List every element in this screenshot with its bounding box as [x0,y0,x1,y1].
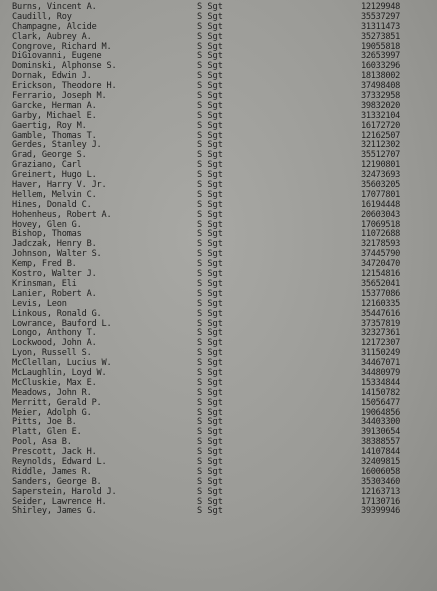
roster-grade: S Sgt [197,71,223,82]
roster-row [0,507,437,517]
roster-grade: S Sgt [197,496,223,507]
roster-serial: 17130716 [361,496,400,507]
roster-serial: 34467071 [361,358,400,369]
roster-grade: S Sgt [197,51,223,62]
roster-name: Pool, Asa B. [12,437,72,448]
roster-serial: 32327361 [361,328,400,339]
roster-serial: 34403300 [361,417,400,428]
roster-name: Dominski, Alphonse S. [12,61,117,72]
roster-grade: S Sgt [197,387,223,398]
roster-name: Kostro, Walter J. [12,269,97,280]
roster-serial: 12162507 [361,130,400,141]
roster-name: Erickson, Theodore H. [12,81,117,92]
roster-grade: S Sgt [197,318,223,329]
roster-name: Garcke, Herman A. [12,100,97,111]
roster-grade: S Sgt [197,338,223,349]
roster-name: Jadczak, Henry B. [12,239,97,250]
roster-grade: S Sgt [197,21,223,32]
roster-serial: 37332958 [361,91,400,102]
roster-name: Burns, Vincent A. [12,2,97,12]
roster-serial: 17077801 [361,189,400,200]
roster-grade: S Sgt [197,100,223,111]
roster-list [0,3,437,517]
roster-serial: 35512707 [361,150,400,161]
roster-grade: S Sgt [197,427,223,438]
roster-serial: 16006058 [361,466,400,477]
roster-name: Reynolds, Edward L. [12,456,107,467]
roster-serial: 14107844 [361,447,400,458]
roster-name: Saperstein, Harold J. [12,486,117,497]
roster-serial: 17069518 [361,219,400,230]
roster-serial: 31311473 [361,21,400,32]
roster-name: Gamble, Thomas T. [12,130,97,141]
roster-serial: 14150782 [361,387,400,398]
roster-name: Seider, Lawrence H. [12,496,107,507]
roster-serial: 35603205 [361,180,400,191]
roster-name: Lockwood, John A. [12,338,97,349]
roster-name: Lyon, Russell S. [12,348,92,359]
roster-grade: S Sgt [197,269,223,280]
roster-grade: S Sgt [197,140,223,151]
roster-name: Hellem, Melvin C. [12,189,97,200]
roster-grade: S Sgt [197,2,223,12]
roster-serial: 31332104 [361,110,400,121]
roster-grade: S Sgt [197,41,223,52]
roster-grade: S Sgt [197,417,223,428]
roster-grade: S Sgt [197,367,223,378]
roster-serial: 32653997 [361,51,400,62]
roster-name: Platt, Glen E. [12,427,82,438]
roster-grade: S Sgt [197,506,223,517]
roster-grade: S Sgt [197,91,223,102]
roster-serial: 11072688 [361,229,400,240]
roster-grade: S Sgt [197,81,223,92]
roster-name: Hohenheus, Robert A. [12,209,112,220]
roster-grade: S Sgt [197,31,223,42]
roster-serial: 37357819 [361,318,400,329]
roster-name: McClellan, Lucius W. [12,358,112,369]
roster-name: Hovey, Glen G. [12,219,82,230]
roster-grade: S Sgt [197,328,223,339]
roster-name: Prescott, Jack H. [12,447,97,458]
roster-serial: 35652041 [361,278,400,289]
roster-serial: 39399946 [361,506,400,517]
roster-grade: S Sgt [197,308,223,319]
roster-grade: S Sgt [197,11,223,22]
roster-name: Clark, Aubrey A. [12,31,92,42]
roster-serial: 32473693 [361,170,400,181]
roster-serial: 12154816 [361,269,400,280]
roster-serial: 12190801 [361,160,400,171]
roster-name: Lanier, Robert A. [12,288,97,299]
roster-name: Dornak, Edwin J. [12,71,92,82]
roster-name: Caudill, Roy [12,11,72,22]
roster-serial: 19064856 [361,407,400,418]
roster-grade: S Sgt [197,407,223,418]
roster-grade: S Sgt [197,476,223,487]
roster-serial: 15377086 [361,288,400,299]
roster-grade: S Sgt [197,160,223,171]
roster-grade: S Sgt [197,377,223,388]
roster-name: Linkous, Ronald G. [12,308,102,319]
roster-serial: 32178593 [361,239,400,250]
roster-serial: 19055818 [361,41,400,52]
roster-grade: S Sgt [197,170,223,181]
roster-grade: S Sgt [197,486,223,497]
roster-serial: 38388557 [361,437,400,448]
roster-grade: S Sgt [197,130,223,141]
roster-name: Graziano, Carl [12,160,82,171]
roster-grade: S Sgt [197,249,223,260]
roster-serial: 20603043 [361,209,400,220]
roster-serial: 18138002 [361,71,400,82]
roster-name: Gaertig, Roy M. [12,120,87,131]
roster-grade: S Sgt [197,298,223,309]
roster-grade: S Sgt [197,259,223,270]
roster-name: Johnson, Walter S. [12,249,102,260]
roster-serial: 12129948 [361,2,400,12]
roster-grade: S Sgt [197,239,223,250]
roster-name: Hines, Donald C. [12,199,92,210]
roster-grade: S Sgt [197,278,223,289]
roster-name: DiGiovanni, Eugene [12,51,102,62]
roster-serial: 31150249 [361,348,400,359]
roster-grade: S Sgt [197,358,223,369]
roster-grade: S Sgt [197,209,223,220]
roster-serial: 39130654 [361,427,400,438]
roster-serial: 12160335 [361,298,400,309]
roster-name: Champagne, Alcide [12,21,97,32]
roster-grade: S Sgt [197,189,223,200]
roster-serial: 16194448 [361,199,400,210]
roster-grade: S Sgt [197,199,223,210]
roster-serial: 32112302 [361,140,400,151]
roster-serial: 35537297 [361,11,400,22]
roster-serial: 32409815 [361,456,400,467]
roster-name: Merritt, Gerald P. [12,397,102,408]
roster-serial: 12163713 [361,486,400,497]
roster-name: Lowrance, Bauford L. [12,318,112,329]
roster-name: Pitts, Joe B. [12,417,77,428]
roster-name: Riddle, James R. [12,466,92,477]
roster-name: Longo, Anthony T. [12,328,97,339]
roster-name: Ferrario, Joseph M. [12,91,107,102]
roster-grade: S Sgt [197,456,223,467]
roster-grade: S Sgt [197,288,223,299]
roster-serial: 37445790 [361,249,400,260]
roster-name: Meadows, John R. [12,387,92,398]
roster-name: Congrove, Richard M. [12,41,112,52]
roster-grade: S Sgt [197,447,223,458]
roster-grade: S Sgt [197,219,223,230]
roster-name: Meier, Adolph G. [12,407,92,418]
roster-name: Shirley, James G. [12,506,97,517]
roster-grade: S Sgt [197,180,223,191]
roster-grade: S Sgt [197,437,223,448]
roster-serial: 12172307 [361,338,400,349]
roster-serial: 37498408 [361,81,400,92]
roster-serial: 34480979 [361,367,400,378]
roster-name: Levis, Leon [12,298,67,309]
roster-name: McCluskie, Max E. [12,377,97,388]
roster-serial: 35447616 [361,308,400,319]
roster-name: Grad, George S. [12,150,87,161]
roster-serial: 15334844 [361,377,400,388]
roster-grade: S Sgt [197,61,223,72]
roster-name: Bishop, Thomas [12,229,82,240]
roster-serial: 16172720 [361,120,400,131]
roster-grade: S Sgt [197,150,223,161]
roster-serial: 35303460 [361,476,400,487]
roster-serial: 39832020 [361,100,400,111]
roster-serial: 34720470 [361,259,400,270]
roster-serial: 15056477 [361,397,400,408]
roster-grade: S Sgt [197,120,223,131]
roster-grade: S Sgt [197,466,223,477]
roster-serial: 16033296 [361,61,400,72]
roster-grade: S Sgt [197,348,223,359]
roster-name: Gerdes, Stanley J. [12,140,102,151]
roster-name: Kemp, Fred B. [12,259,77,270]
roster-name: McLaughlin, Loyd W. [12,367,107,378]
roster-name: Sanders, George B. [12,476,102,487]
roster-name: Krinsman, Eli [12,278,77,289]
roster-name: Greinert, Hugo L. [12,170,97,181]
roster-name: Garby, Michael E. [12,110,97,121]
roster-grade: S Sgt [197,229,223,240]
roster-name: Haver, Harry V. Jr. [12,180,107,191]
roster-grade: S Sgt [197,110,223,121]
roster-serial: 35273851 [361,31,400,42]
roster-grade: S Sgt [197,397,223,408]
